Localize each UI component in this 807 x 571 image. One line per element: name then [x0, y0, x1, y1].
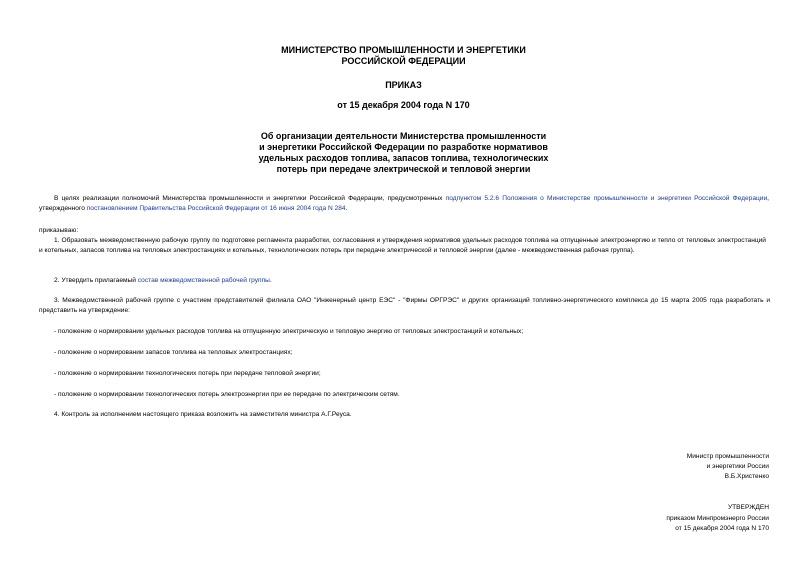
item-2-text-b: .: [269, 277, 272, 284]
document-title-line2: и энергетики Российской Федерации по разработке нормативов: [259, 142, 548, 152]
order-word: приказываю:: [39, 227, 79, 234]
ministry-name-line1: МИНИСТЕРСТВО ПРОМЫШЛЕННОСТИ И ЭНЕРГЕТИКИ: [281, 45, 526, 55]
signature-title-line2: и энергетики России: [706, 463, 769, 470]
signatory-name: В.Б.Христенко: [724, 473, 769, 480]
bullet-item: - положение о нормировании запасов топлива на тепловых электростанциях;: [54, 349, 293, 356]
bullet-item: - положение о нормировании технологических потерь при передаче тепловой энергии;: [54, 370, 321, 377]
preamble-text-c: .: [345, 204, 348, 212]
document-title-line1: Об организации деятельности Министерства промышленности: [260, 131, 547, 141]
approved-date-number: от 15 декабря 2004 года N 170: [675, 525, 769, 532]
item-2-paragraph: [54, 276, 272, 286]
document-title-line4: потерь при передаче электрической и тепловой энергии: [276, 164, 531, 174]
link-government-resolution[interactable]: постановлением Правительства Российской Федерации от 16 июня 2004 года N 284: [86, 204, 346, 212]
item-2-text-a: 2. Утвердить прилагаемый: [54, 277, 138, 284]
ministry-name-line2: РОССИЙСКОЙ ФЕДЕРАЦИИ: [341, 56, 466, 66]
item-1-paragraph: 1. Образовать межведомственную рабочую группу по подготовке регламента разработки, согласования и утверждения нормативов удельных расходов топлива на отпущенные электроэнергию и тепло от тепловых электростанций и котельных, запасов топлива на тепловых электростанциях и котельных, технологических потерь при передаче электрической и тепловой энергии (далее - межведомственная рабочая группа).: [39, 237, 766, 254]
approved-label: УТВЕРЖДЕН: [727, 504, 769, 511]
bullet-item: - положение о нормировании технологических потерь электроэнергии при ее передаче по электрическим сетям.: [54, 391, 400, 398]
preamble-paragraph: [39, 194, 769, 213]
document-type: ПРИКАЗ: [385, 80, 422, 90]
item-4-paragraph: 4. Контроль за исполнением настоящего приказа возложить на заместителя министра А.Г.Реуса.: [54, 411, 352, 418]
approved-by-order: приказом Минпромэнерго России: [666, 515, 769, 522]
document-title-line3: удельных расходов топлива, запасов топлива, технологических: [258, 153, 549, 163]
link-regulation-subclause[interactable]: подпунктом 5.2.6 Положения о Министерстве промышленности и энергетики Российской Федерации: [445, 195, 768, 202]
bullet-item: - положение о нормировании удельных расходов топлива на отпущенную электрическую и тепловую энергию от тепловых электростанций и котельных;: [54, 328, 524, 335]
item-3-paragraph: 3. Межведомственной рабочей группе с участием представителей филиала ОАО "Инженерный центр ЕЭС" - "Фирмы ОРГРЭС" и других организаций топливно-энергетического комплекса до 15 марта 2005 года разработать и представить на утверждение:: [39, 297, 770, 314]
preamble-text-a: В целях реализации полномочий Министерства промышленности и энергетики Российской Федерации, предусмотренных: [54, 195, 446, 202]
link-working-group-composition[interactable]: состав межведомственной рабочей группы: [137, 277, 270, 284]
document-date-number: от 15 декабря 2004 года N 170: [337, 100, 470, 110]
preamble-text-b: , утвержденного: [39, 195, 769, 212]
signature-title-line1: Министр промышленности: [686, 453, 769, 460]
